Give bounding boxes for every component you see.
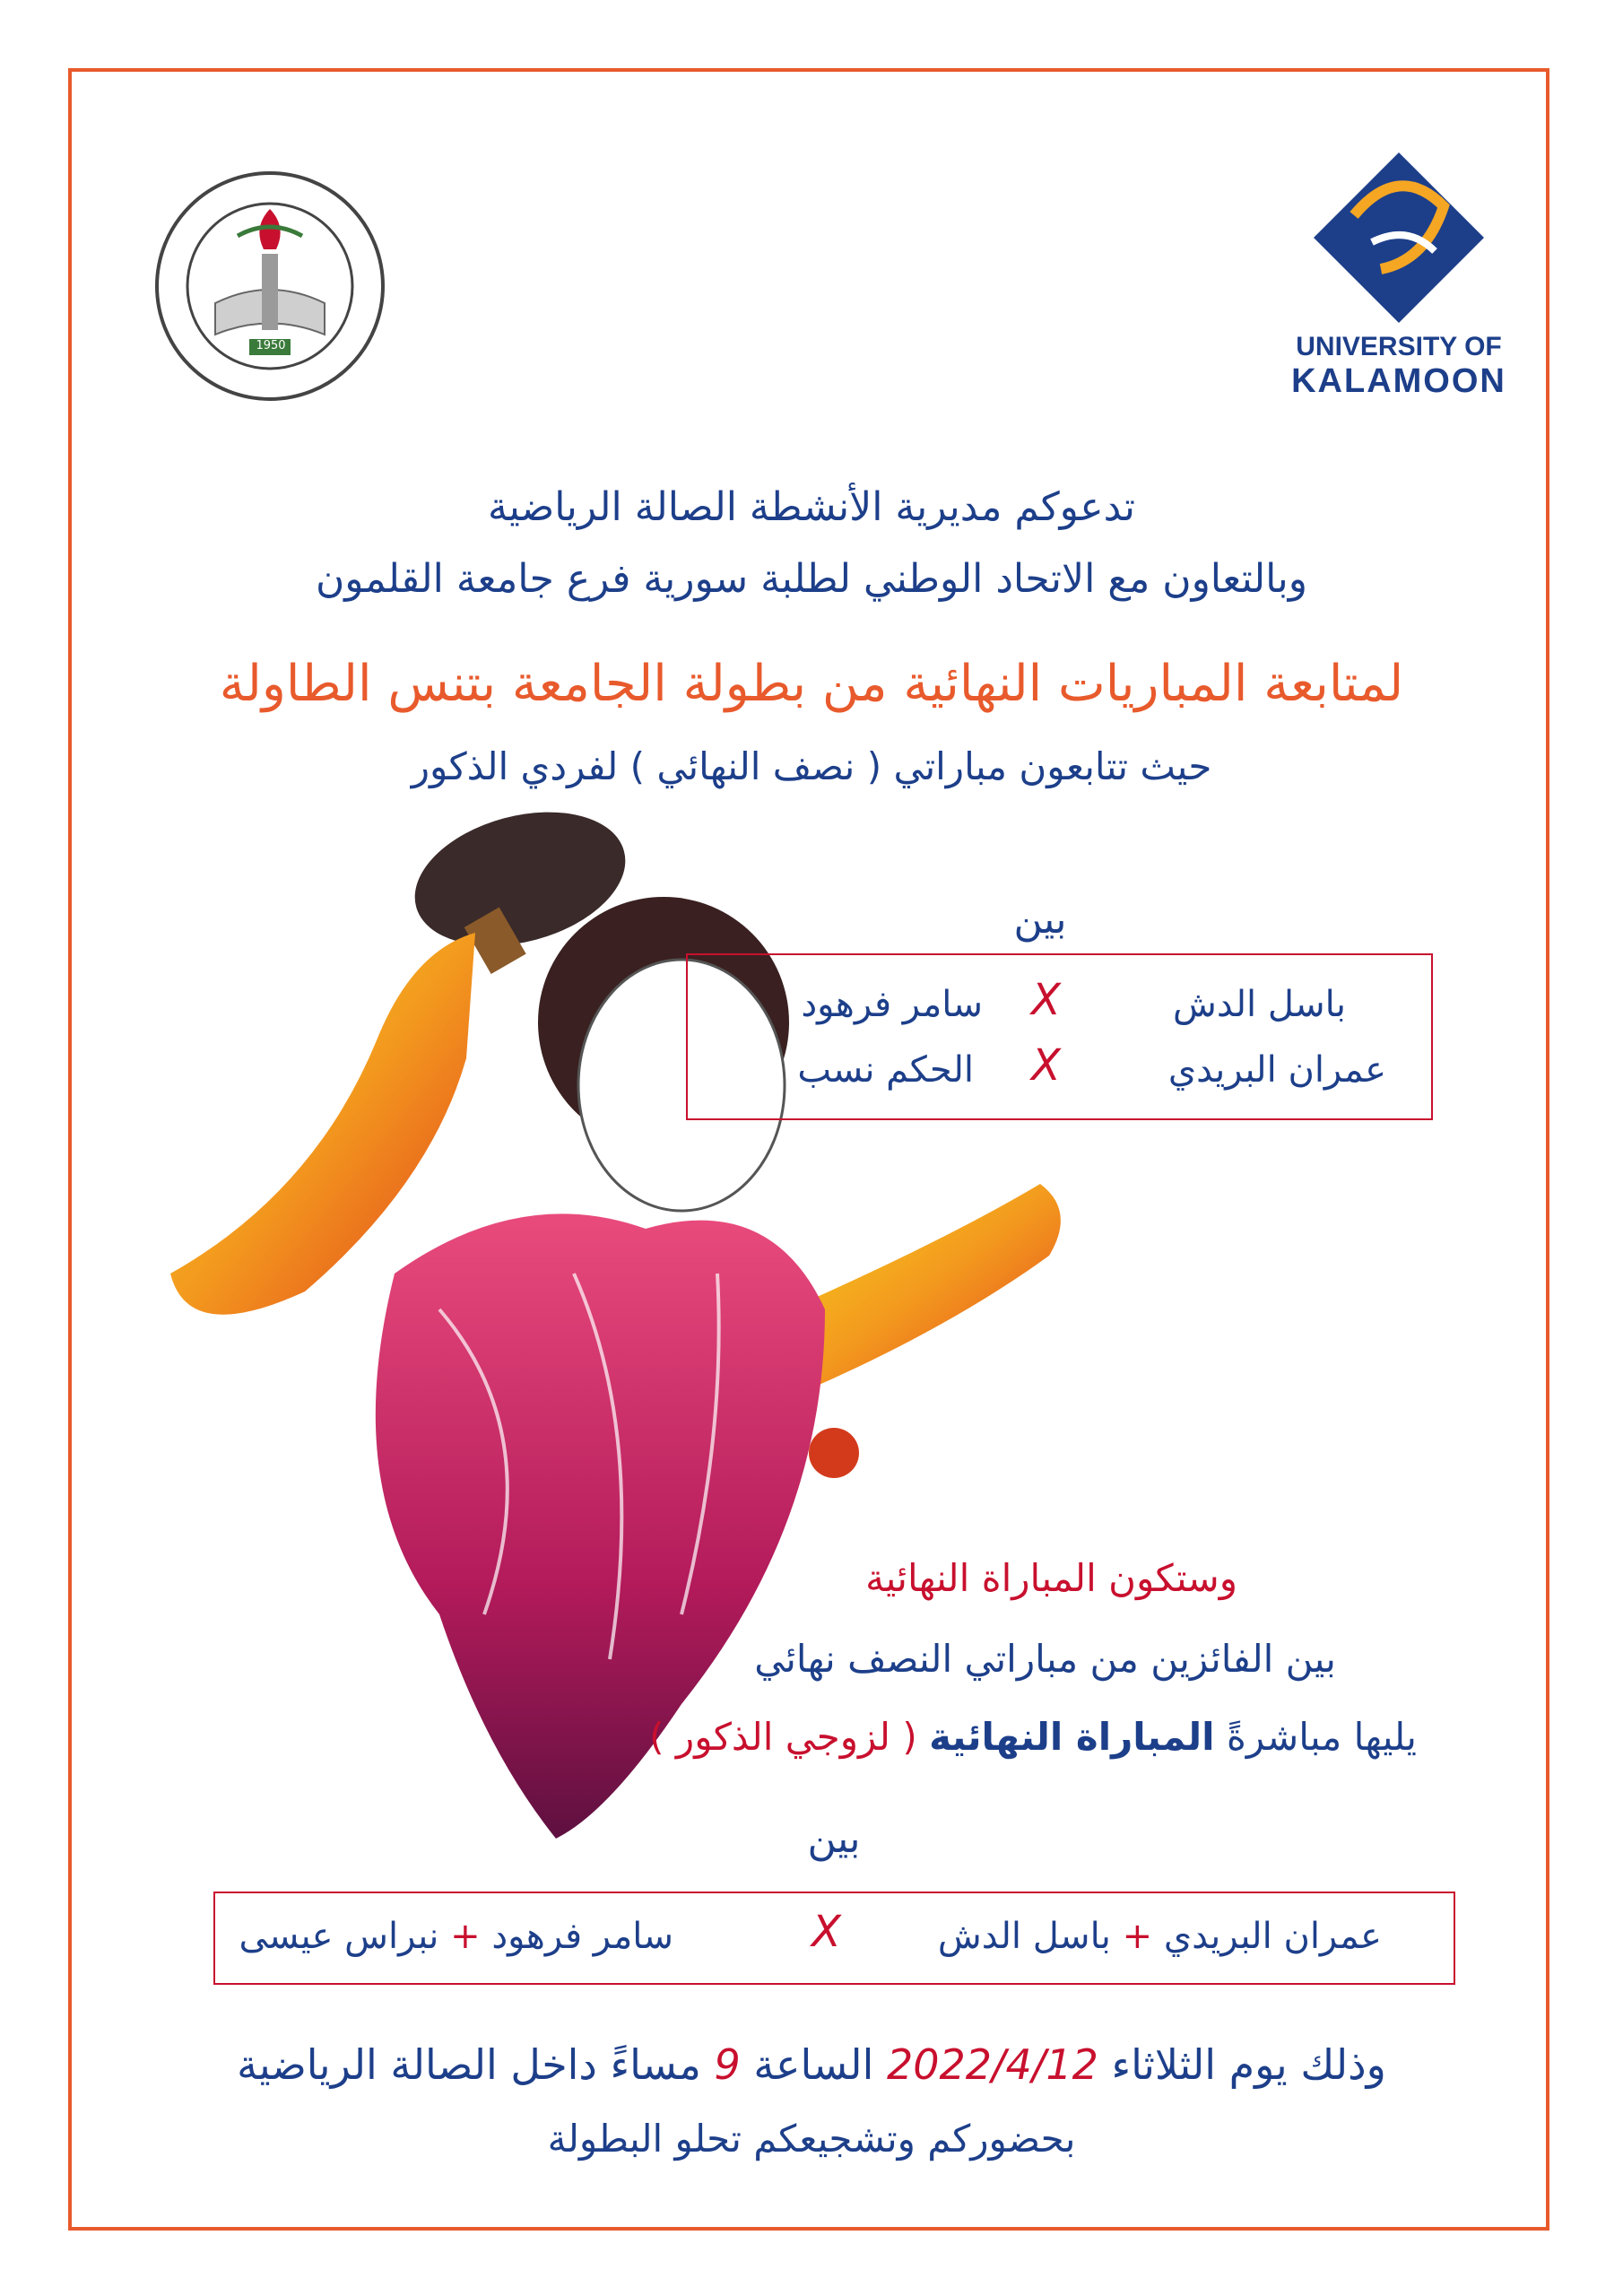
footer-date: 2022/4/12 [886,2040,1098,2089]
doubles-team-a [938,1916,1382,1957]
semi2-player-b: الحكم نسب [797,1049,974,1091]
final-line-2: بين الفائزين من مباراتي النصف نهائي [754,1637,1336,1681]
team-a-plus: + [1122,1916,1153,1957]
semi1-player-b: سامر فرهود [801,984,983,1025]
final-line-1: وستكون المباراة النهائية [865,1556,1237,1600]
footer-time-label: الساعة [753,2040,874,2089]
semi2-vs-mark: X [1031,1040,1061,1091]
team-b-player-1: سامر فرهود [491,1916,673,1957]
doubles-between-label: بين [807,1816,861,1862]
intro-line-2: وبالتعاون مع الاتحاد الوطني لطلبة سورية فرع جامعة القلمون [315,556,1308,602]
subheadline: حيث تتابعون مباراتي ( نصف النهائي ) لفردي الذكور [411,744,1212,788]
footer-hour: 9 [714,2040,741,2089]
student-union-seal-logo [152,169,387,404]
seal-year: 1950 [256,339,286,352]
headline: لمتابعة المباريات النهائية من بطولة الجامعة بتنس الطاولة [219,655,1404,713]
final-line-3-suffix: ( لزوجي الذكور ) [649,1715,917,1759]
doubles-vs-mark: X [812,1907,841,1957]
team-a-player-1: عمران البريدي [1163,1916,1382,1957]
footer-line-2: بحضوركم وتشجيعكم تحلو البطولة [547,2117,1076,2161]
semi2-player-a: عمران البريدي [1167,1049,1386,1091]
logo-text-line2: KALAMOON [1291,362,1506,400]
semi1-vs-mark: X [1031,975,1061,1025]
team-a-player-2: باسل الدش [937,1916,1111,1957]
footer-place: مساءً داخل الصالة الرياضية [237,2040,701,2089]
team-b-player-2: نبراس عيسى [239,1916,439,1957]
team-b-plus: + [450,1916,481,1957]
final-line-3-prefix: يليها مباشرةً [1226,1715,1417,1759]
semis-match-box [686,953,1433,1120]
university-of-kalamoon-logo [1291,144,1506,404]
doubles-match-box [213,1892,1455,1985]
footer-line-1 [0,2040,1623,2089]
final-line-3-bold: المباراة النهائية [929,1715,1215,1759]
logo-text-line1: UNIVERSITY OF [1296,332,1502,361]
semi1-player-a: باسل الدش [1173,984,1346,1025]
final-line-3 [649,1715,1417,1759]
intro-line-1: تدعوكم مديرية الأنشطة الصالة الرياضية [487,484,1135,530]
semis-between-label: بين [1013,897,1067,943]
doubles-team-b [239,1916,673,1957]
footer-day: وذلك يوم الثلاثاء [1111,2040,1386,2089]
